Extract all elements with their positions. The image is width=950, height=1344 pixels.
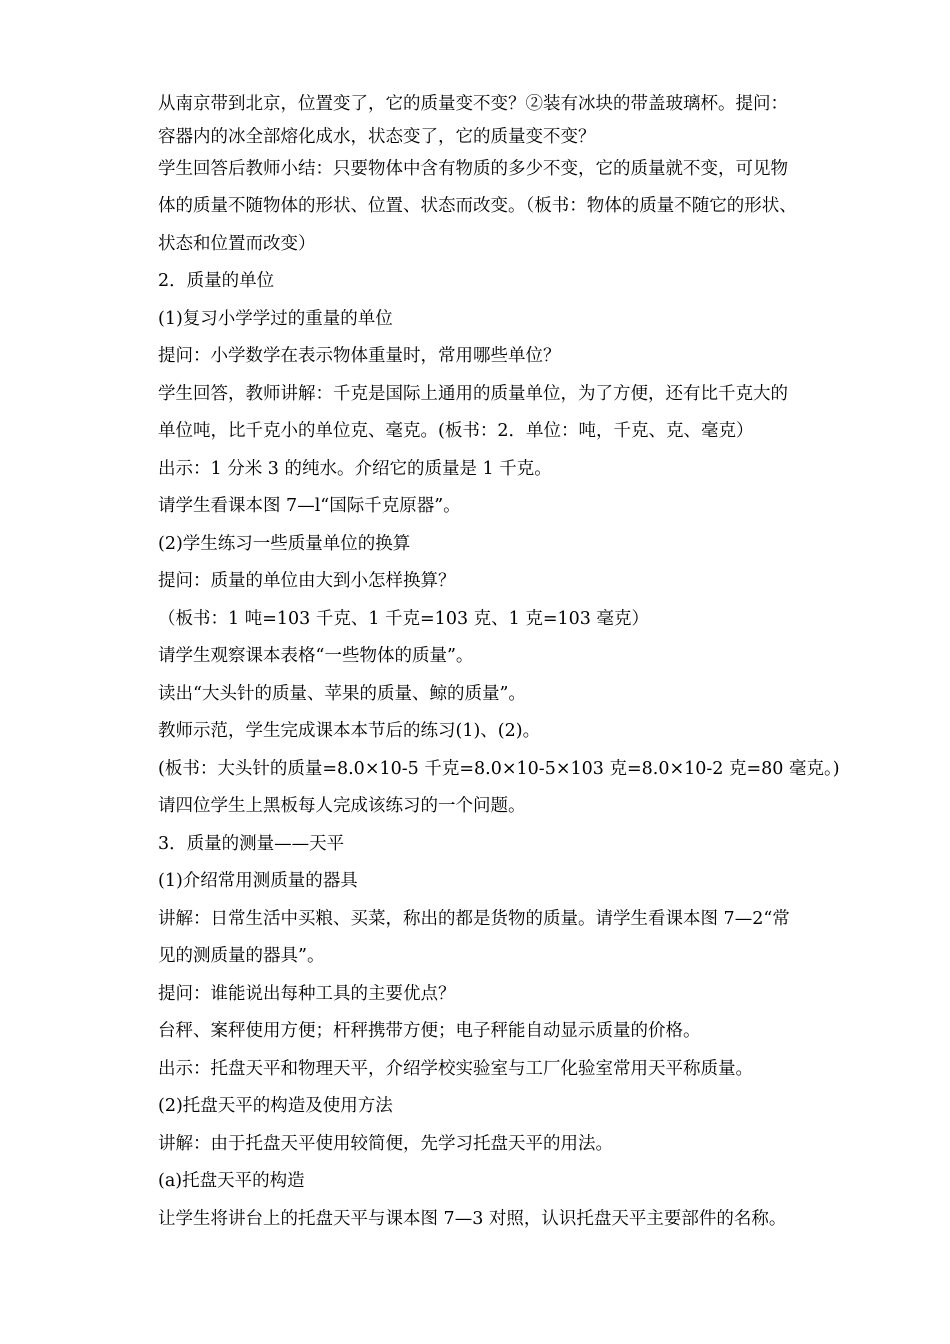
text-line: 学生回答后教师小结：只要物体中含有物质的多少不变，它的质量就不变，可见物 [158,158,788,179]
text-line: 请学生看课本图 7—l“国际千克原器”。 [158,496,461,516]
text-line: 从南京带到北京，位置变了，它的质量变不变？②装有冰块的带盖玻璃杯。提问： [158,94,788,114]
text-line: 让学生将讲台上的托盘天平与课本图 7—3 对照，认识托盘天平主要部件的名称。 [158,1208,787,1229]
text-line: 单位吨，比千克小的单位克、毫克。(板书：2．单位：吨，千克、克、毫克） [158,421,754,441]
text-line: (板书：大头针的质量=8.0×10-5 千克=8.0×10-5×103 克=8.0×10-2 克=80 毫克。) [158,758,840,779]
text-line: 读出“大头针的质量、苹果的质量、鲸的质量”。 [158,683,526,704]
subsection-heading: (2)学生练习一些质量单位的换算 [158,533,411,554]
text-line: 请四位学生上黑板每人完成该练习的一个问题。 [158,796,526,816]
subsection-heading: (2)托盘天平的构造及使用方法 [158,1096,393,1116]
text-line: 请学生观察课本表格“一些物体的质量”。 [158,646,474,666]
subsection-heading: (a)托盘天平的构造 [158,1171,305,1191]
text-line: 出示：托盘天平和物理天平，介绍学校实验室与工厂化验室常用天平称质量。 [158,1058,753,1079]
section-heading: 2．质量的单位 [158,271,275,291]
subsection-heading: (1)介绍常用测质量的器具 [158,871,358,891]
subsection-heading: (1)复习小学学过的重量的单位 [158,308,393,329]
text-line: 台秤、案秤使用方便；杆秤携带方便；电子秤能自动显示质量的价格。 [158,1021,701,1041]
text-line: 提问：谁能说出每种工具的主要优点？ [158,983,456,1004]
text-line: 提问：小学数学在表示物体重量时，常用哪些单位？ [158,346,561,366]
text-line: 教师示范，学生完成课本本节后的练习(1)、(2)。 [158,721,541,741]
text-line: 讲解：日常生活中买粮、买菜，称出的都是货物的质量。请学生看课本图 7—2“常 [158,908,790,929]
text-line: 体的质量不随物体的形状、位置、状态而改变。（板书：物体的质量不随它的形状、 [158,196,797,216]
text-line: 提问：质量的单位由大到小怎样换算？ [158,571,456,591]
section-heading: 3．质量的测量——天平 [158,833,345,854]
text-line: 状态和位置而改变） [158,233,316,254]
text-line: 见的测质量的器具”。 [158,946,325,966]
text-line: 学生回答，教师讲解：千克是国际上通用的质量单位，为了方便，还有比千克大的 [158,383,788,404]
text-line: 讲解：由于托盘天平使用较简便，先学习托盘天平的用法。 [158,1133,613,1154]
text-line: （板书：1 吨=103 千克、1 千克=103 克、1 克=103 毫克） [158,608,649,629]
text-line: 出示：1 分米 3 的纯水。介绍它的质量是 1 千克。 [158,458,552,479]
text-line: 容器内的冰全部熔化成水，状态变了，它的质量变不变？ [158,126,596,147]
document-body [158,86,878,1238]
